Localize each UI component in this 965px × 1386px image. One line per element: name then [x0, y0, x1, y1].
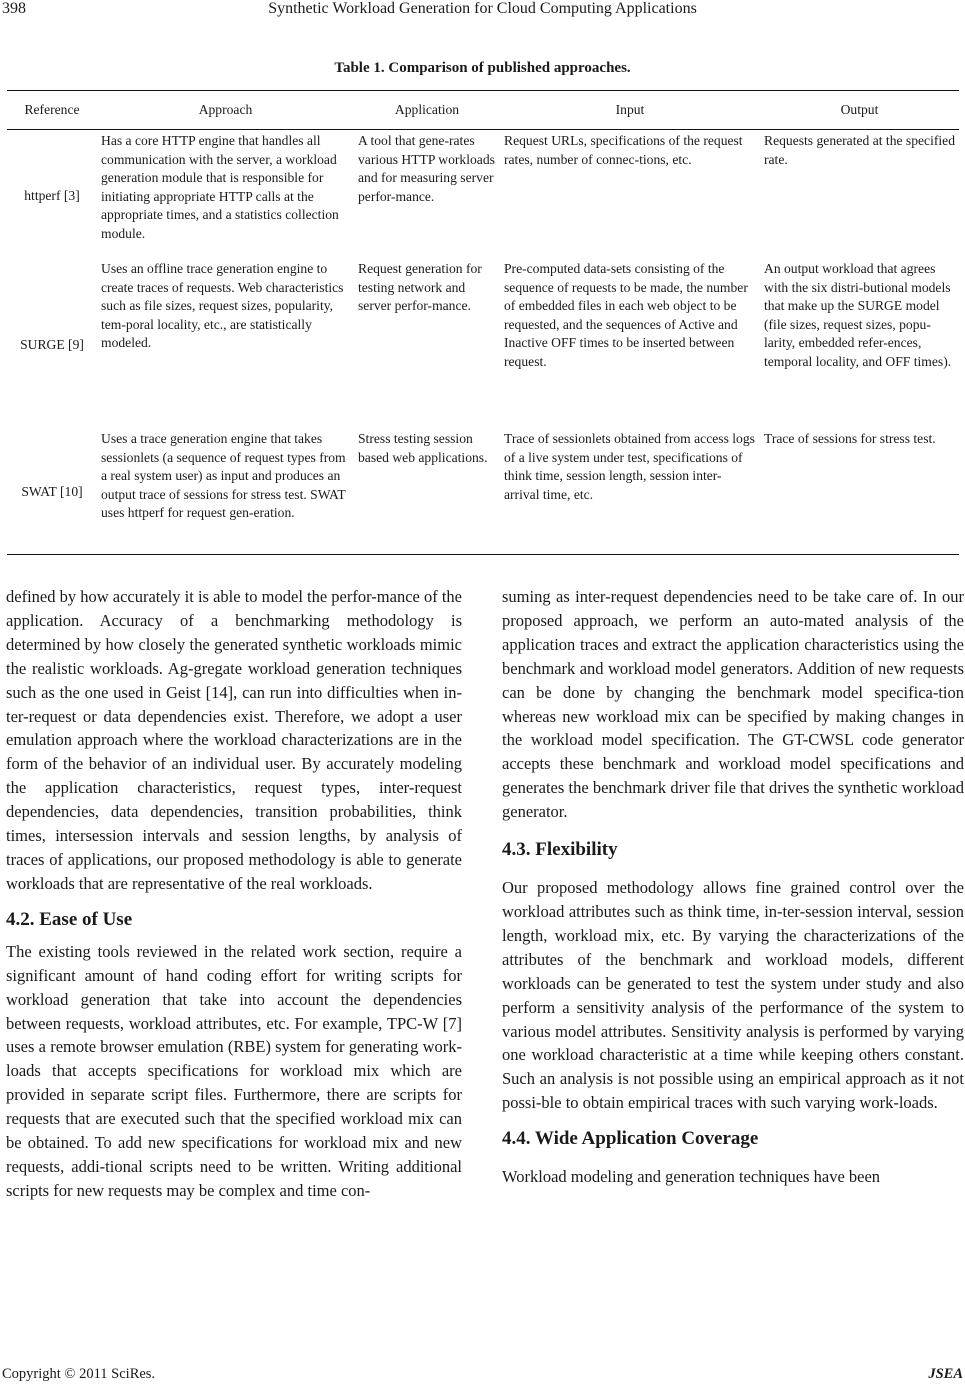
right-column	[502, 585, 964, 1189]
cell-output: An output workload that agrees with the six distri-butional models that make up the SURGE model (file sizes, request sizes, popu-larity, embedded refer-ences, temporal locality, and OFF times).	[764, 261, 952, 369]
cell-output: Requests generated at the specified rate.	[764, 133, 955, 167]
page-number: 398	[2, 0, 26, 17]
cell-approach: Uses an offline trace generation engine to create traces of requests. Web characteristics such as file sizes, request sizes, popularity, tem-poral locality, etc., are statistically modeled.	[101, 261, 344, 351]
header-output: Output	[760, 91, 959, 130]
cell-application: Request generation for testing network and server perfor-mance.	[358, 261, 482, 314]
cell-approach: Uses a trace generation engine that takes sessionlets (a sequence of request types from a real system user) as input and produces an output trace of sessions for stress test. SWAT uses httperf for request gen-eration.	[97, 430, 354, 555]
header-application: Application	[354, 91, 500, 130]
body-paragraph: Workload modeling and generation techniques have been	[502, 1167, 881, 1187]
section-heading-ease-of-use: 4.2. Ease of Use	[6, 908, 133, 930]
body-paragraph: Our proposed methodology allows fine grained control over the workload attributes such as think time, in-ter-session interval, session length, workload mix, etc. By varying the characterizations of the attributes of the benchmark and workload models, different workloads can be generated to test the system under study and also perform a sensitivity analysis of the performance of the system to various model attributes. Sensitivity analysis is performed by varying one workload characteristic at a time while keeping others constant. Such an analysis is not possible using an empirical approach as it not possi-ble to obtain empirical traces with such varying work-loads.	[502, 878, 964, 1113]
body-paragraph: The existing tools reviewed in the related work section, require a significant amount of hand coding effort for writing scripts for workload generation that take into account the dependencies between requests, workload attributes, etc. For example, TPC-W [7] uses a remote browser emulation (RBE) system for generating work-loads that accepts specifications for workload mix which are provided in separate script files. Furthermore, there are scripts for requests that are executed such that the specified workload mix can be obtained. To add new specifications for workload mix and new requests, addi-tional scripts need to be written. Writing additional scripts for new requests may be complex and time con-	[6, 941, 462, 1200]
copyright-notice: Copyright © 2011 SciRes.	[2, 1366, 156, 1382]
cell-reference: SWAT [10]	[7, 430, 97, 555]
header-input: Input	[500, 91, 760, 130]
header-reference: Reference	[7, 91, 97, 130]
cell-approach: Has a core HTTP engine that handles all communication with the server, a workload generation module that is responsible for initiating appropriate HTTP calls at the appropriate times, and a statistics collection module.	[101, 133, 339, 241]
cell-input: Request URLs, specifications of the request rates, number of connec-tions, etc.	[504, 133, 743, 167]
section-heading-wide-application-coverage: 4.4. Wide Application Coverage	[502, 1128, 759, 1150]
table-row	[7, 130, 959, 261]
running-title: Synthetic Workload Generation for Cloud Computing Applications	[268, 0, 697, 17]
cell-reference: SURGE [9]	[20, 336, 84, 352]
cell-reference: httperf [3]	[24, 187, 80, 203]
table-row	[7, 430, 959, 555]
cell-application: A tool that gene-rates various HTTP workloads and for measuring server perfor-mance.	[358, 133, 495, 204]
cell-output: Trace of sessions for stress test.	[760, 430, 959, 555]
page-header	[0, 0, 965, 22]
table-caption: Table 1. Comparison of published approaches.	[334, 60, 631, 76]
section-heading-flexibility: 4.3. Flexibility	[502, 839, 618, 861]
table-header-row	[7, 91, 959, 130]
cell-input: Trace of sessionlets obtained from access logs of a live system under test, specifications of think time, session length, session inter-arrival time, etc.	[500, 430, 760, 555]
comparison-table	[7, 90, 959, 555]
body-paragraph: suming as inter-request dependencies need to be take care of. In our proposed approach, we perform an auto-mated analysis of the application traces and extract the application characteristics using the benchmark and workload model generators. Addition of new requests can be done by changing the benchmark model specifica-tion whereas new workload mix can be specified by making changes in the workload model specification. The GT-CWSL code generator accepts these benchmark and workload model specifications and generates the benchmark driver file that drives the synthetic workload generator.	[502, 587, 964, 822]
journal-abbreviation: JSEA	[928, 1366, 963, 1382]
header-approach: Approach	[97, 91, 354, 130]
cell-application: Stress testing session based web applications.	[354, 430, 500, 555]
left-column	[6, 585, 462, 1203]
cell-input: Pre-computed data-sets consisting of the sequence of requests to be made, the number of embedded files in each web object to be requested, and the sequences of Active and Inactive OFF times to be inserted between request.	[504, 261, 748, 369]
table-row	[7, 260, 959, 430]
body-paragraph: defined by how accurately it is able to model the perfor-mance of the application. Accuracy of a benchmarking methodology is determined by how closely the generated synthetic workloads mimic the realistic workloads. Ag-gregate workload generation techniques such as the one used in Geist [14], can run into difficulties when in-ter-request or data dependencies exist. Therefore, we adopt a user emulation approach where the workload characterizations are in the form of the behavior of an individual user. By accurately modeling the application characteristics, request types, inter-request dependencies, data dependencies, transition probabilities, think times, intersession intervals and session lengths, by analysis of traces of applications, our proposed methodology is able to generate workloads that are representative of the real workloads.	[6, 587, 462, 893]
